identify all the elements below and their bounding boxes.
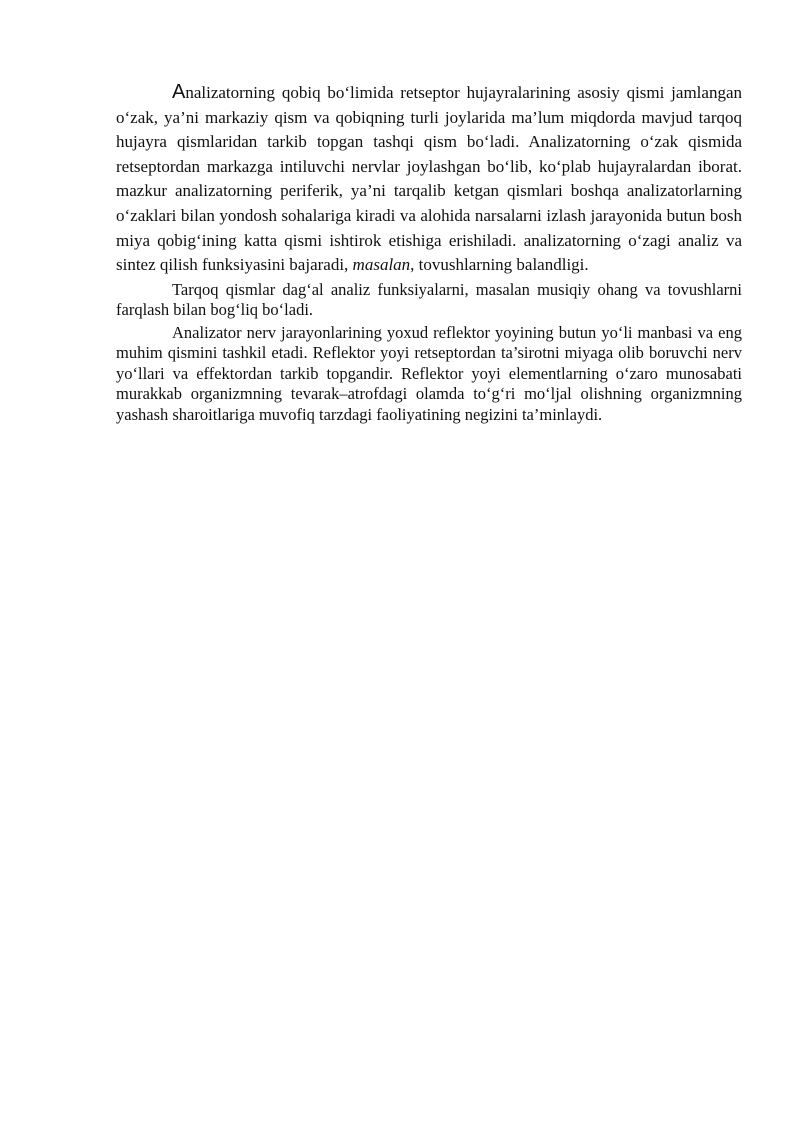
paragraph-1-tail: , tovushlarning balandligi. — [410, 255, 589, 275]
drop-initial: A — [172, 81, 186, 103]
paragraph-1-italic: masalan — [352, 255, 411, 275]
paragraph-2: Tarqoq qismlar dag‘al analiz funksiyalarni, masalan musiqiy ohang va tovushlarni farqlash bilan bog‘liq bo‘ladi. — [116, 279, 742, 320]
paragraph-1 — [116, 80, 742, 278]
paragraph-3: Analizator nerv jarayonlarining yoxud reflektor yoyining butun yo‘li manbasi va eng muhim qismini tashkil etadi. Reflektor yoyi retseptordan ta’sirotni miyaga olib boruvchi nerv yo‘llari va effektordan tarkib topgandir. Reflektor yoyi elementlarning o‘zaro munosabati murakkab organizmning tevarak–atrofdagi olamda to‘g‘ri mo‘ljal olishning organizmning yashash sharoitlariga muvofiq tarzdagi faoliyatining negizini ta’minlaydi. — [116, 322, 742, 424]
paragraph-1-text: nalizatorning qobiq bo‘limida retseptor hujayralarining asosiy qismi jamlangan o‘zak, ya’ni markaziy qism va qobiqning turli joylarida ma’lum miqdorda mavjud tarqoq hujayra qismlaridan tarkib topgan tashqi qism bo‘ladi. Analizatorning o‘zak qismida retseptordan markazga intiluvchi nervlar joylashgan bo‘lib, ko‘plab hujayralardan iborat. mazkur analizatorning periferik, ya’ni tarqalib ketgan qismlari boshqa analizatorlarning o‘zaklari bilan yondosh sohalariga kiradi va alohida narsalarni izlash jarayonida butun bosh miya qobig‘ining katta qismi ishtirok etishiga erishiladi. analizatorning o‘zagi analiz va sintez qilish funksiyasini bajaradi, — [116, 83, 742, 275]
document-page — [116, 80, 742, 425]
